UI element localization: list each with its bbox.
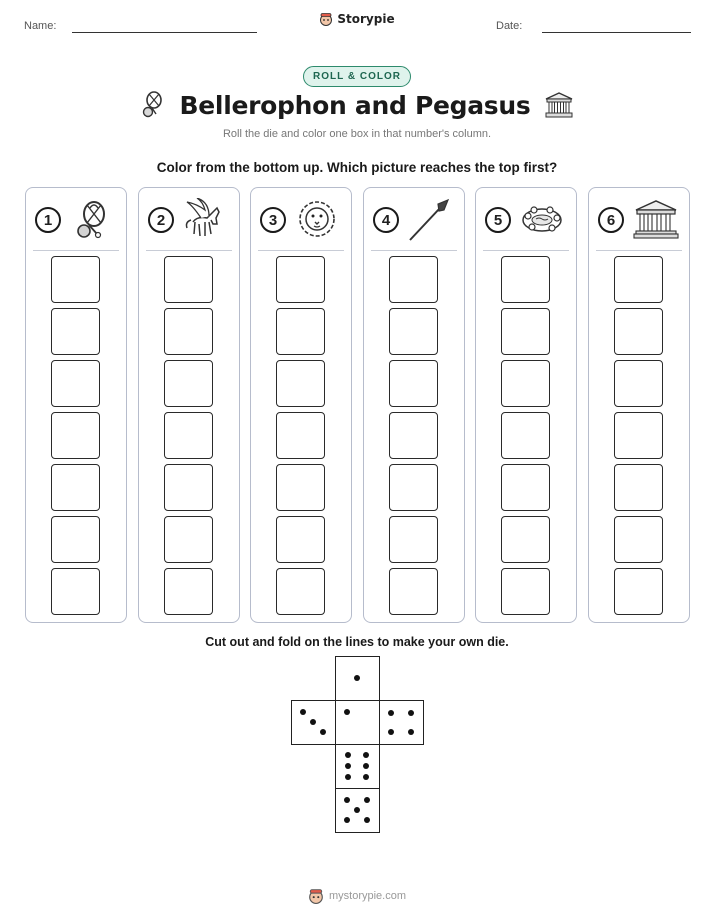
color-box[interactable] — [164, 308, 213, 355]
color-box[interactable] — [276, 360, 325, 407]
color-box[interactable] — [614, 516, 663, 563]
color-box[interactable] — [614, 308, 663, 355]
column-number: 3 — [260, 207, 286, 233]
instruction: Color from the bottom up. Which picture reaches the top first? — [156, 160, 558, 175]
color-box[interactable] — [614, 360, 663, 407]
die-face-4 — [379, 700, 424, 745]
footer — [0, 888, 714, 904]
color-box[interactable] — [501, 360, 550, 407]
color-box[interactable] — [501, 464, 550, 511]
color-box[interactable] — [51, 568, 100, 615]
brand-logo — [0, 12, 714, 26]
column-number: 4 — [373, 207, 399, 233]
activity-badge: ROLL & COLOR — [303, 66, 411, 87]
color-box[interactable] — [51, 412, 100, 459]
color-box[interactable] — [276, 516, 325, 563]
color-box[interactable] — [164, 516, 213, 563]
die-face-1 — [335, 656, 380, 701]
color-box[interactable] — [389, 256, 438, 303]
date-line[interactable] — [542, 32, 691, 33]
column-6 — [588, 187, 690, 623]
die-pip — [300, 709, 306, 715]
pegasus-icon — [183, 198, 229, 242]
spear-icon — [408, 198, 454, 242]
color-box[interactable] — [164, 464, 213, 511]
die-pip — [388, 729, 394, 735]
die-face-5 — [335, 788, 380, 833]
temple-icon — [633, 198, 679, 242]
color-box[interactable] — [389, 360, 438, 407]
color-box[interactable] — [51, 464, 100, 511]
die-face-6 — [335, 744, 380, 789]
color-box[interactable] — [276, 256, 325, 303]
die-pip — [363, 763, 369, 769]
name-label: Name: — [24, 20, 57, 32]
column-4 — [363, 187, 465, 623]
color-box[interactable] — [389, 568, 438, 615]
color-box[interactable] — [51, 516, 100, 563]
die-pip — [345, 763, 351, 769]
column-number: 1 — [35, 207, 61, 233]
die-pip — [345, 774, 351, 780]
color-box[interactable] — [51, 360, 100, 407]
bridle-icon — [70, 198, 116, 242]
die-pip — [408, 729, 414, 735]
color-box[interactable] — [501, 412, 550, 459]
color-box[interactable] — [51, 256, 100, 303]
spring-icon — [520, 198, 566, 242]
die-pip — [388, 710, 394, 716]
subtitle: Roll the die and color one box in that number's column. — [222, 128, 492, 140]
die-pip — [408, 710, 414, 716]
page-title: Bellerophon and Pegasus — [179, 90, 531, 120]
color-box[interactable] — [389, 412, 438, 459]
die-pip — [344, 797, 350, 803]
color-box[interactable] — [276, 412, 325, 459]
bridle-icon — [140, 90, 166, 120]
color-box[interactable] — [276, 464, 325, 511]
die-pip — [363, 774, 369, 780]
column-3 — [250, 187, 352, 623]
column-number: 6 — [598, 207, 624, 233]
color-box[interactable] — [164, 568, 213, 615]
die-pip — [344, 709, 350, 715]
color-box[interactable] — [614, 412, 663, 459]
title-row — [0, 90, 714, 120]
die-pip — [364, 817, 370, 823]
die-pip — [354, 675, 360, 681]
lion-icon — [295, 198, 341, 242]
color-box[interactable] — [389, 464, 438, 511]
footer-url[interactable]: mystorypie.com — [328, 890, 407, 902]
color-box[interactable] — [501, 516, 550, 563]
die-pip — [345, 752, 351, 758]
die-pip — [364, 797, 370, 803]
brand-name: Storypie — [337, 12, 395, 26]
color-box[interactable] — [164, 360, 213, 407]
color-box[interactable] — [501, 308, 550, 355]
die-pip — [310, 719, 316, 725]
storypie-mascot-icon — [319, 12, 333, 26]
color-box[interactable] — [164, 256, 213, 303]
die-pip — [320, 729, 326, 735]
color-box[interactable] — [51, 308, 100, 355]
column-number: 2 — [148, 207, 174, 233]
die-pip — [363, 752, 369, 758]
color-box[interactable] — [614, 464, 663, 511]
date-label: Date: — [496, 20, 523, 32]
color-box[interactable] — [276, 308, 325, 355]
die-face-1 — [335, 700, 380, 745]
die-pip — [354, 807, 360, 813]
color-box[interactable] — [389, 308, 438, 355]
color-box[interactable] — [501, 256, 550, 303]
column-1 — [25, 187, 127, 623]
column-number: 5 — [485, 207, 511, 233]
temple-icon — [544, 91, 574, 119]
column-5 — [475, 187, 577, 623]
name-line[interactable] — [72, 32, 257, 33]
column-2 — [138, 187, 240, 623]
color-box[interactable] — [164, 412, 213, 459]
die-face-3 — [291, 700, 336, 745]
cut-instruction: Cut out and fold on the lines to make your own die. — [205, 635, 509, 649]
color-box[interactable] — [614, 256, 663, 303]
color-box[interactable] — [614, 568, 663, 615]
color-box[interactable] — [501, 568, 550, 615]
color-box[interactable] — [276, 568, 325, 615]
color-box[interactable] — [389, 516, 438, 563]
storypie-mascot-icon — [308, 888, 324, 904]
die-pip — [344, 817, 350, 823]
